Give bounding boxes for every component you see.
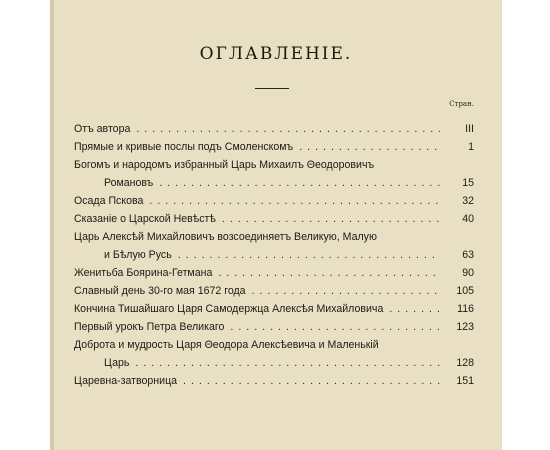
toc-entry [74,120,474,138]
page-title: ОГЛАВЛЕНІЕ. [199,44,353,64]
toc-entry [74,318,474,336]
toc-entry-page: 90 [462,267,474,279]
toc-entry [74,372,474,390]
dot-leader [183,372,440,390]
dot-leader [222,210,440,228]
toc-entry-title: Отъ автора [74,123,131,135]
toc-entry-title: Сказаніе о Царской Невѣстѣ [74,213,216,225]
toc-entry [74,138,474,156]
toc-entry [74,228,474,264]
dot-leader [178,246,440,264]
dot-leader [159,174,440,192]
toc-entry-page: III [465,123,474,135]
toc-entry [74,156,474,192]
table-of-contents [74,120,474,390]
toc-entry-title: Царь [104,357,130,369]
toc-entry [74,264,474,282]
toc-entry-title: Доброта и мудрость Царя Θеодора Алексѣевича и Маленькій [74,339,379,351]
toc-entry-title: Романовъ [104,177,154,189]
toc-entry-page: 151 [456,375,474,387]
toc-entry-page: 15 [462,177,474,189]
toc-entry [74,336,474,372]
toc-entry-page: 40 [462,213,474,225]
dot-leader [389,300,440,318]
toc-entry-page: 123 [456,321,474,333]
toc-entry-title: Осада Пскова [74,195,144,207]
toc-entry [74,300,474,318]
dot-leader [135,354,440,372]
toc-entry-page: 105 [456,285,474,297]
toc-entry-title: и Бѣлую Русь [104,249,172,261]
toc-entry-page: 128 [456,357,474,369]
toc-entry [74,210,474,228]
dot-leader [252,282,440,300]
toc-entry-page: 1 [468,141,474,153]
toc-entry-title: Царевна-затворница [74,375,178,387]
toc-entry-title: Первый урокъ Петра Великаго [74,321,225,333]
dot-leader [149,192,440,210]
toc-entry [74,282,474,300]
dot-leader [136,120,440,138]
dot-leader [230,318,440,336]
toc-entry-page: 63 [462,249,474,261]
toc-entry-page: 32 [462,195,474,207]
toc-entry-title: Кончина Тишайшаго Царя Самодержца Алексѣя Михайловича [74,303,384,315]
toc-entry-title: Женитьба Боярина-Гетмана [74,267,213,279]
toc-entry-title: Богомъ и народомъ избранный Царь Михаилъ Θеодоровичъ [74,159,375,171]
page-gutter [50,0,54,450]
toc-entry-title: Прямые и кривые послы подъ Смоленскомъ [74,141,294,153]
toc-entry-page: 116 [457,303,474,315]
dot-leader [299,138,440,156]
dot-leader [218,264,440,282]
title-rule [255,88,289,89]
page-column-header: Стран. [449,100,474,108]
toc-entry [74,192,474,210]
book-page [50,0,502,450]
toc-entry-title: Славный день 30-го мая 1672 года [74,285,246,297]
toc-entry-title: Царь Алексѣй Михайловичъ возсоединяетъ Великую, Малую [74,231,377,243]
